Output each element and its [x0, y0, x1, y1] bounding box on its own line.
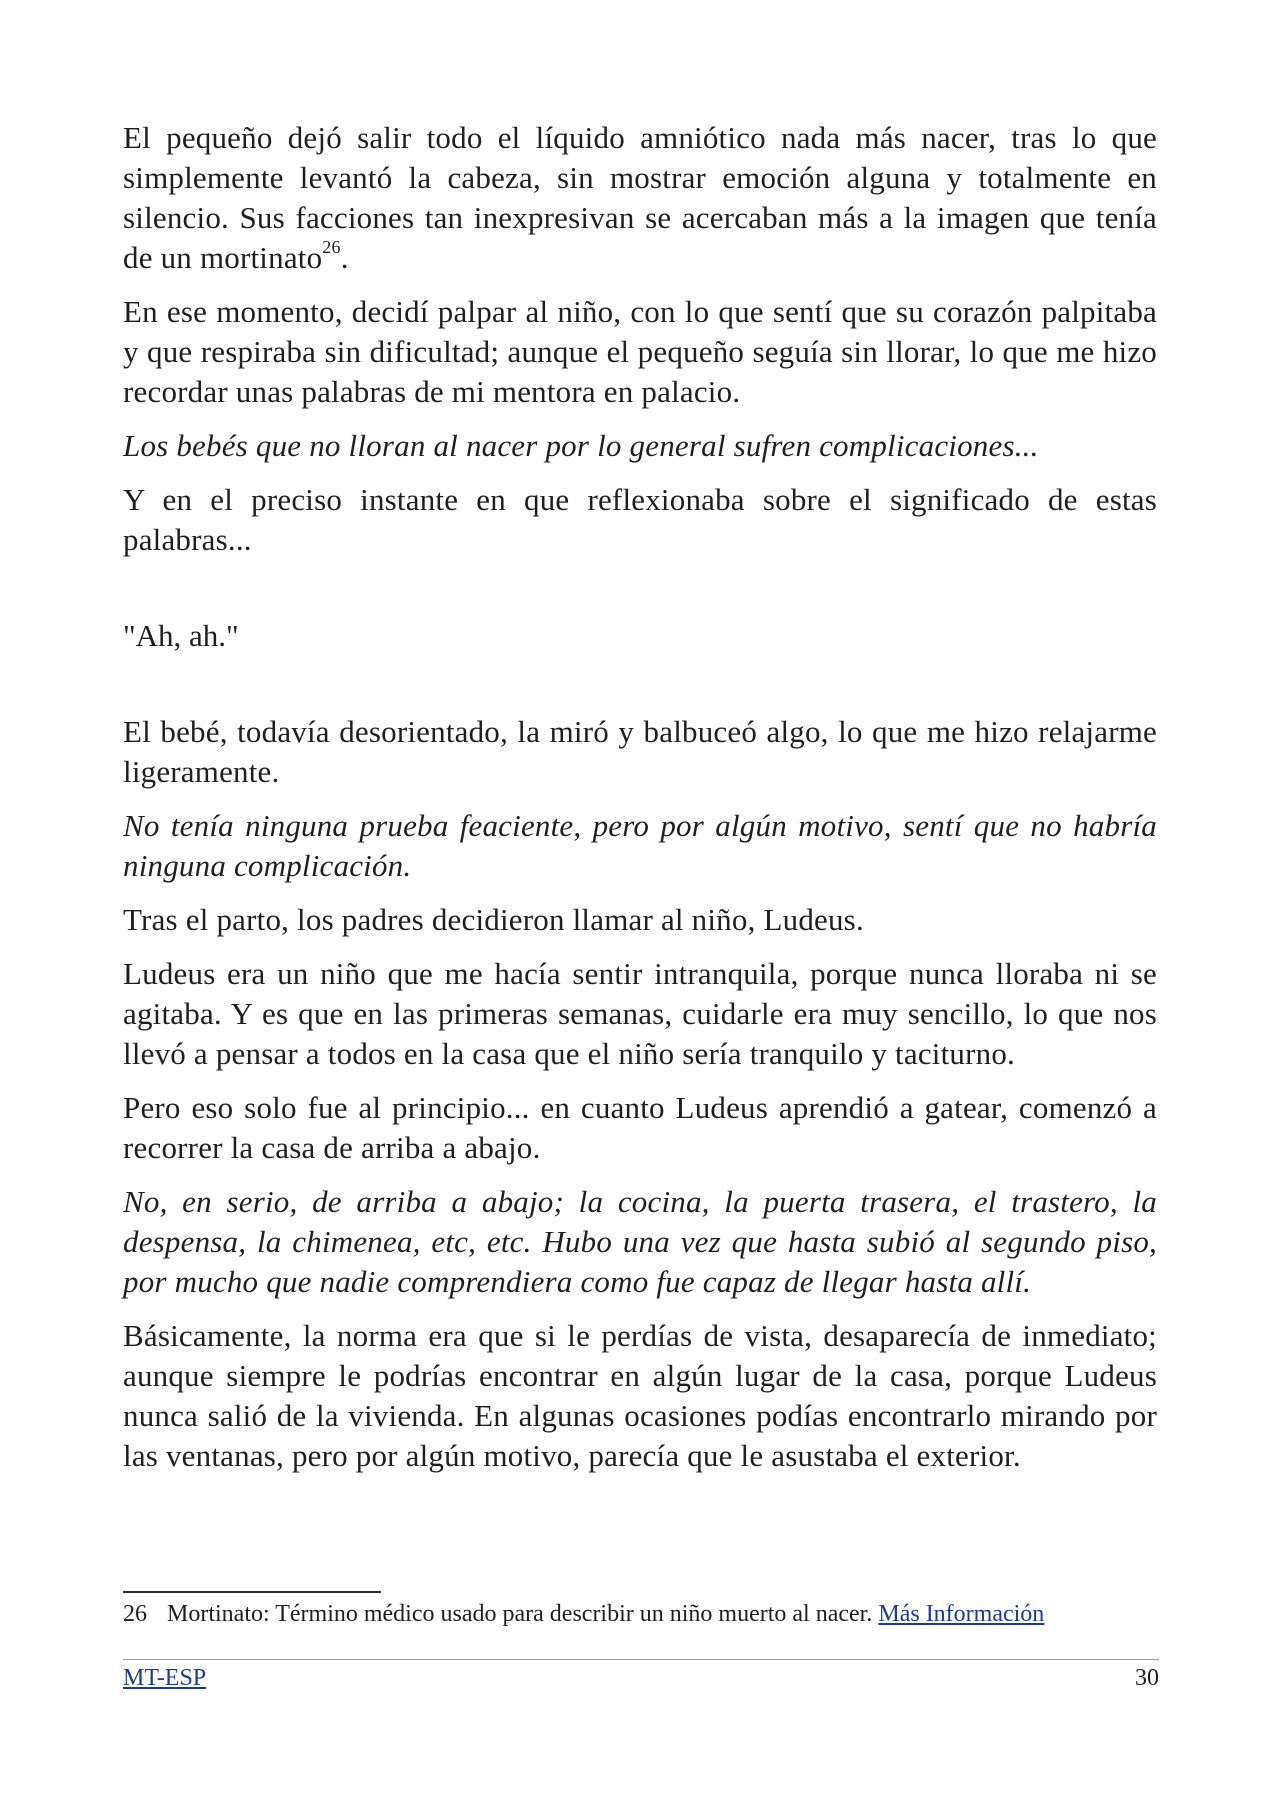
- paragraph-4: Y en el preciso instante en que reflexionaba sobre el significado de estas palabras...: [123, 482, 1157, 557]
- page-number: 30: [1135, 1665, 1159, 1691]
- paragraph-2: En ese momento, decidí palpar al niño, con lo que sentí que su corazón palpitaba y que respiraba sin dificultad; aunque el pequeño seguía sin llorar, lo que me hizo recordar unas palabras de mi mentora en palacio.: [123, 294, 1157, 409]
- paragraph-7: Tras el parto, los padres decidieron llamar al niño, Ludeus.: [123, 902, 864, 937]
- footnote-text: Mortinato: Término médico usado para describir un niño muerto al nacer.: [167, 1601, 873, 1627]
- paragraph-1-end: .: [340, 240, 349, 275]
- paragraph-8: Ludeus era un niño que me hacía sentir intranquila, porque nunca lloraba ni se agitaba. Y es que en las primeras semanas, cuidarle era muy sencillo, lo que nos llevó a pensar a todos en la casa que el niño sería tranquilo y taciturno.: [123, 956, 1157, 1071]
- paragraph-1: [123, 118, 1157, 278]
- paragraph-3-italic: Los bebés que no lloran al nacer por lo general sufren complicaciones...: [123, 428, 1039, 463]
- paragraph-10-italic: No, en serio, de arriba a abajo; la cocina, la puerta trasera, el trastero, la despensa, la chimenea, etc, etc. Hubo una vez que hasta subió al segundo piso, por mucho que nadie comprendiera como fue capaz de llegar hasta allí.: [123, 1184, 1157, 1299]
- paragraph-9: Pero eso solo fue al principio... en cuanto Ludeus aprendió a gatear, comenzó a recorrer la casa de arriba a abajo.: [123, 1090, 1157, 1165]
- paragraph-11: Básicamente, la norma era que si le perdías de vista, desaparecía de inmediato; aunque siempre le podrías encontrar en algún lugar de la casa, porque Ludeus nunca salió de la vivienda. En algunas ocasiones podías encontrarlo mirando por las ventanas, pero por algún motivo, parecía que le asustaba el exterior.: [123, 1318, 1157, 1473]
- footnote: [123, 1598, 1163, 1630]
- footer-site-link[interactable]: MT-ESP: [123, 1665, 207, 1691]
- footnote-separator: [123, 1591, 381, 1593]
- paragraph-1-text: El pequeño dejó salir todo el líquido amniótico nada más nacer, tras lo que simplemente levantó la cabeza, sin mostrar emoción alguna y totalmente en silencio. Sus facciones tan inexpresivan se acercaban más a la imagen que tenía de un mortinato: [123, 120, 1157, 275]
- paragraph-6-italic: No tenía ninguna prueba feaciente, pero por algún motivo, sentí que no habría ninguna complicación.: [123, 808, 1157, 883]
- dialogue-line: "Ah, ah.": [123, 618, 239, 653]
- footnote-number: 26: [123, 1601, 147, 1627]
- footer-separator: [123, 1659, 1159, 1660]
- more-info-link[interactable]: Más Información: [878, 1601, 1045, 1627]
- paragraph-5: El bebé, todavía desorientado, la miró y balbuceó algo, lo que me hizo relajarme ligeramente.: [123, 714, 1157, 789]
- footnote-reference[interactable]: 26: [322, 236, 341, 257]
- page-body: [123, 118, 1157, 1490]
